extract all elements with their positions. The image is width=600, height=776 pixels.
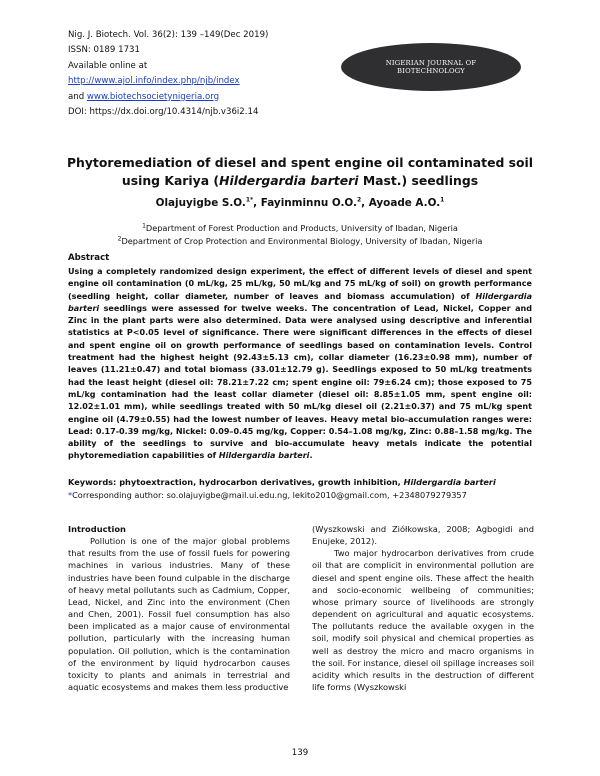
abstract-text-2: seedlings were assessed for twelve weeks. The concentration of Lead, Nickel, Copper and Zinc in the plant parts were also determined. Data were analysed using descriptive and inferential statistics at P<0.05 level of significance. There were significant differences in the effects of diesel and spent engine oil on growth performance of seedlings based on contamination levels. Control treatment had the highest height (92.43±5.13 cm), collar diameter (16.23±0.98 mm), number of leaves (11.21±0.47) and total biomass (33.01±12.79 g). Seedlings exposed to 50 mL/kg treatments had the least height (diesel oil: 78.21±7.22 cm; spent engine oil: 79±6.24 cm); those exposed to 75 mL/kg contamination had the least collar diameter (diesel oil: 8.85±1.05 mm, spent engine oil: 12.02±1.01 mm), while seedlings treated with 50 mL/kg diesel oil (2.21±0.37) and 75 mL/kg spent engine oil (4.79±0.55) had the lowest number of leaves. Heavy metal bio-accumulation ranges were: Lead: 0.17-0.39 mg/kg, Nickel: 0.09–0.45 mg/kg, Copper: 0.54–1.08 mg/kg, Zinc: 0.88–1.58 mg/kg. The ability of the seedlings to survive and bio-accumulate heavy metals indicate the potential phytoremediation capabilities of xyxy=(68,303,532,461)
author-1-sup: 1* xyxy=(245,196,254,204)
body-right-column xyxy=(312,523,534,693)
available-online-text: Available online at xyxy=(68,60,148,71)
author-2: Fayinminnu O.O. xyxy=(260,197,357,209)
ajol-link[interactable]: http://www.ajol.info/index.php/njb/index xyxy=(68,76,240,87)
intro-paragraph-1: Pollution is one of the major global problems that results from the use of fossil fuels for powering machines in various industries. Many of these industries have been found culpable in the discharge of heavy metal pollutants such as Cadmium, Copper, Lead, Nickel, and Zinc into the environment (Chen and Chen, 2001). Fossil fuel consumption has also been implicated as a major cause of environmental pollution, particularly with the increasing human population. Oil pollution, which is the contamination of the environment by liquid hydrocarbon causes toxicity to plants and animals in terrestrial and aquatic ecosystems and makes them less productive xyxy=(68,536,290,693)
author-sep-2: , xyxy=(361,197,369,209)
journal-issn: ISSN: 0189 1731 xyxy=(68,45,140,56)
title-species: Hildergardia barteri xyxy=(219,173,359,188)
keywords-species: Hildergardia barteri xyxy=(403,477,496,487)
abstract-body xyxy=(68,266,532,463)
journal-logo xyxy=(341,43,521,91)
corresponding-author xyxy=(68,490,532,500)
keywords-label: Keywords: xyxy=(68,477,120,487)
logo-line-2: BIOTECHNOLOGY xyxy=(397,67,465,75)
society-link[interactable]: www.biotechsocietynigeria.org xyxy=(86,91,220,102)
affiliation-1-sup: 1 xyxy=(142,222,146,230)
keywords-line xyxy=(68,477,532,487)
abstract-text-3: . xyxy=(309,451,313,461)
abstract-heading: Abstract xyxy=(68,253,110,263)
doi-text: DOI: https://dx.doi.org/10.4314/njb.v36i2.14 xyxy=(68,107,259,118)
author-2-sup: 2 xyxy=(356,196,362,204)
affiliation-1-text: Department of Forest Production and Products, University of Ibadan, Nigeria xyxy=(145,223,458,233)
abstract-species-2: Hildergardia barteri xyxy=(218,451,310,461)
author-3-sup: 1 xyxy=(440,196,445,204)
corresponding-text: Corresponding author: so.olajuyigbe@mail.ui.edu.ng, lekito2010@gmail.com, +2348079279357 xyxy=(72,490,467,500)
title-line-2-end: Mast.) seedlings xyxy=(358,173,479,188)
paper-title xyxy=(40,154,560,190)
body-left-column xyxy=(68,523,290,693)
page-number: 139 xyxy=(291,748,309,758)
intro-paragraph-1-continued: (Wyszkowski and Ziółkowska, 2008; Agbogidi and Enujeke, 2012). xyxy=(312,524,534,547)
and-text: and xyxy=(68,91,87,102)
title-line-2-start: using Kariya ( xyxy=(121,173,220,188)
affiliation-2-text: Department of Crop Protection and Environmental Biology, University of Ibadan, Nigeria xyxy=(121,236,483,246)
affiliation-2-sup: 2 xyxy=(117,235,122,243)
logo-line-1: NIGERIAN JOURNAL OF xyxy=(385,59,477,67)
journal-citation: Nig. J. Biotech. Vol. 36(2): 139 –149(Dec 2019) xyxy=(68,30,269,40)
author-list xyxy=(40,197,560,209)
abstract-species-1: Hildergardia barteri xyxy=(68,291,532,313)
author-3: Ayoade A.O. xyxy=(368,197,441,209)
author-sep-1: , xyxy=(253,197,261,209)
journal-header xyxy=(68,28,338,120)
intro-paragraph-2: Two major hydrocarbon derivatives from crude oil that are complicit in environmental pollution are diesel and spent engine oils. These affect the health and socio-economic wellbeing of communities; whose primary source of livelihoods are strongly dependent on agricultural and aquatic ecosystems. The pollutants reduce the available oxygen in the soil, modify soil physical and chemical properties as well as destroy the micro and macro organisms in the soil. For instance, diesel oil spillage increases soil acidity which results in the destruction of different life forms (Wyszkowski xyxy=(312,548,534,693)
title-line-1: Phytoremediation of diesel and spent engine oil contaminated soil xyxy=(66,155,534,170)
affiliation-2 xyxy=(40,236,560,246)
corresponding-star: * xyxy=(68,490,73,500)
author-1: Olajuyigbe S.O. xyxy=(155,197,246,209)
abstract-text-1: Using a completely randomized design experiment, the effect of different levels of diesel and spent engine oil contamination (0 mL/kg, 25 mL/kg, 50 mL/kg and 75 mL/kg of soil) on growth performance (seedling height, collar diameter, number of leaves and biomass accumulation) of xyxy=(68,267,532,301)
keywords-text: phytoextraction, hydrocarbon derivatives, growth inhibition, xyxy=(119,477,404,487)
introduction-heading: Introduction xyxy=(68,524,126,534)
affiliation-1 xyxy=(40,223,560,233)
